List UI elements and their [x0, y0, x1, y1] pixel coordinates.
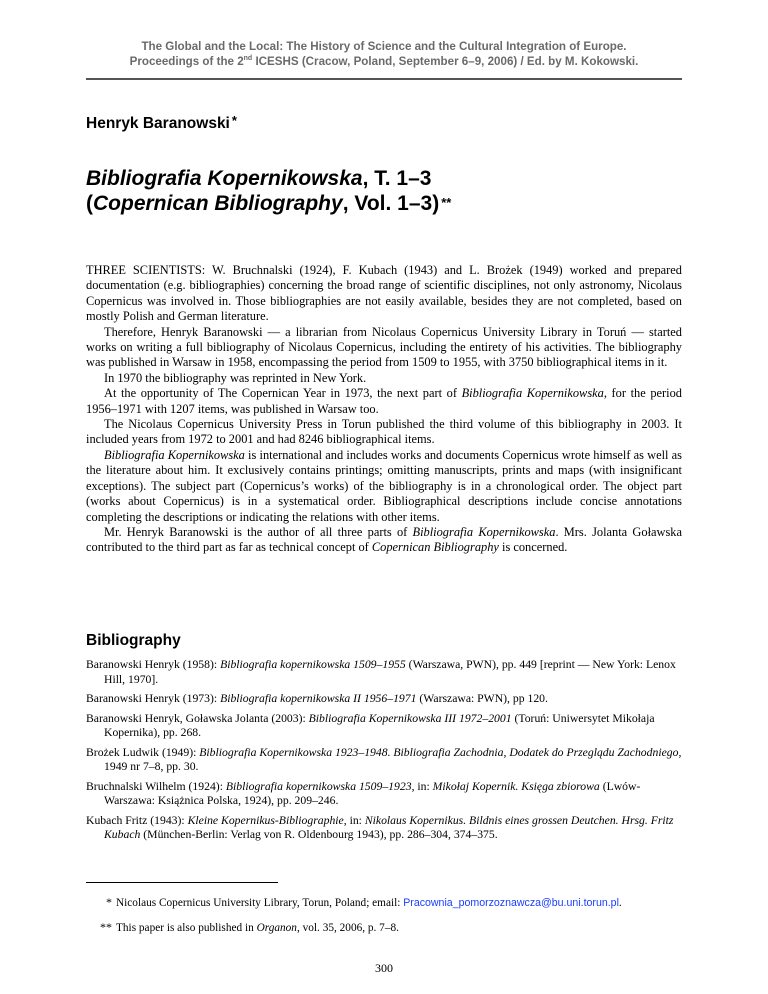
paragraph-7 [86, 525, 682, 556]
entry-details: (Warszawa, PWN), pp. 449 [reprint — New York: Lenox Hill, 1970]. [104, 658, 676, 686]
title-rest-2: , Vol. 1–3) [342, 192, 440, 215]
running-header [80, 39, 688, 69]
entry-details: (Warszawa: PWN), pp 120. [416, 692, 548, 705]
title-italic-2: Copernican Bibliography [93, 192, 343, 215]
p7-text-a: Mr. Henryk Baranowski is the author of all three parts of [104, 524, 413, 539]
entry-author: Brożek Ludwik (1949): [86, 745, 200, 759]
author-footnote-mark: * [231, 113, 237, 128]
author-name-text: Henryk Baranowski [86, 115, 230, 132]
entry-author: Baranowski Henryk (1973): [86, 692, 221, 705]
footnote-1-end: . [618, 897, 622, 909]
title-open-paren: ( [86, 192, 93, 215]
header-line-1: The Global and the Local: The History of Science and the Cultural Integration of Europe. [141, 40, 627, 53]
paper-title [86, 167, 686, 216]
entry-details: (Toruń: Uniwersytet Mikołaja Kopernika), pp. 268. [104, 711, 655, 739]
email-link[interactable]: Pracownia_pomorzoznawcza@bu.uni.torun.pl [403, 897, 619, 909]
footnote-2-italic: Organon [256, 922, 297, 934]
footnote-2 [86, 920, 682, 935]
footnote-rule [86, 882, 278, 883]
p7-text-c: is concerned. [498, 540, 568, 555]
footnote-1 [86, 895, 682, 910]
title-footnote-mark: ** [441, 195, 452, 210]
paragraph-4 [86, 386, 682, 417]
title-line-1 [86, 167, 686, 191]
title-rest-1: , T. 1–3 [362, 167, 432, 190]
header-superscript: nd [243, 55, 253, 63]
entry-container-title: Mikołaj Kopernik. Księga zbiorowa [432, 779, 600, 793]
entry-title: Bibliografia kopernikowska 1509–1955 [220, 658, 406, 671]
bibliography-entry [86, 746, 682, 775]
p7-italic-1: Bibliografia Kopernikowska [412, 524, 556, 539]
entry-author: Kubach Fritz (1943): [86, 813, 188, 827]
body-text [86, 263, 682, 556]
entry-details: , in: [411, 779, 433, 793]
p4-text-a: At the opportunity of The Copernican Year in 1973, the next part of [104, 386, 462, 401]
entry-author: Bruchnalski Wilhelm (1924): [86, 779, 226, 793]
entry-details: , in: [343, 813, 365, 827]
header-line-2 [80, 54, 688, 69]
p6-italic: Bibliografia Kopernikowska [104, 447, 245, 462]
header-line-2-pre: Proceedings of the 2 [129, 55, 244, 68]
footnote-2-text-b: , vol. 35, 2006, p. 7–8. [296, 922, 399, 934]
bibliography-entry [86, 692, 682, 707]
entry-container-title: Nikolaus Kopernikus. Bildnis eines grossen Deutchen. Hrsg. Fritz Kubach [104, 813, 674, 841]
entry-publication: (München-Berlin: Verlag von R. Oldenbourg 1943), pp. 286–304, 374–375. [140, 828, 498, 841]
paragraph-3: In 1970 the bibliography was reprinted in New York. [104, 370, 367, 385]
bibliography-entry [86, 780, 682, 809]
bibliography-entry [86, 658, 682, 687]
footnote-2-mark: ** [100, 920, 112, 934]
footnote-1-mark: * [106, 895, 112, 909]
page-number: 300 [375, 961, 393, 975]
p7-italic-2: Copernican Bibliography [371, 540, 499, 555]
paragraph-2: Therefore, Henryk Baranowski — a librarian from Nicolaus Copernicus University Library in Toruń — started works on writing a full bibliography of Nicolaus Copernicus, including the entirety of his activities. The bibliography was published in Warsaw in 1958, encompassing the period from 1509 to 1955, with 3750 bibliographical items in it. [86, 324, 682, 370]
entry-author: Baranowski Henryk, Goławska Jolanta (2003): [86, 711, 309, 725]
entry-details: 1949 nr 7–8, pp. 30. [104, 760, 199, 773]
p4-text-b: , for the period 1956–1971 with 1207 items, was published in Warsaw too. [86, 386, 682, 416]
p6-text: is international and includes works and documents Copernicus wrote himself as well as the literature about him. It exclusively contains printings; omitting manuscripts, prints and maps (with insignificant exceptions). The subject part (Copernicus’s works) of the bibliography is in a chronological order. The object part (works about Copernicus) is in a systematical order. Bibliographical descriptions include concise annotations completing the descriptions or indicating the relations with other items. [86, 447, 682, 524]
title-italic-1: Bibliografia Kopernikowska [86, 167, 363, 190]
entry-title: Bibliografia Kopernikowska 1923–1948. Bibliografia Zachodnia, Dodatek do Przeglądu Zachodniego, [199, 745, 682, 759]
bibliography-entry [86, 814, 682, 843]
footnote-1-text: Nicolaus Copernicus University Library, Torun, Poland; email: [116, 897, 404, 909]
header-line-2-post: ICESHS (Cracow, Poland, September 6–9, 2006) / Ed. by M. Kokowski. [252, 55, 639, 68]
p7-text-b: . Mrs. Jolanta Goławska contributed to the third part as far as technical concept of [86, 524, 682, 555]
entry-title: Bibliografia Kopernikowska III 1972–2001 [308, 711, 512, 725]
bibliography-heading: Bibliography [86, 632, 181, 649]
author-name [86, 113, 237, 133]
p4-italic: Bibliografia Kopernikowska [461, 386, 604, 401]
paragraph-5: The Nicolaus Copernicus University Press in Torun published the third volume of this bibliography in 2003. It included years from 1972 to 2001 and had 8246 bibliographical items. [86, 417, 682, 447]
bibliography-list [86, 658, 682, 848]
entry-title: Bibliografia kopernikowska 1509–1923 [225, 779, 412, 793]
header-rule [86, 78, 682, 80]
bibliography-entry [86, 712, 682, 741]
entry-title: Kleine Kopernikus-Bibliographie [187, 813, 344, 827]
paragraph-6 [86, 448, 682, 525]
entry-author: Baranowski Henryk (1958): [86, 658, 221, 671]
paragraph-1: THREE SCIENTISTS: W. Bruchnalski (1924), F. Kubach (1943) and L. Brożek (1949) worked and prepared documentation (e.g. bibliographies) concerning the broad range of scientific disciplines, not only astronomy, Nicolaus Copernicus was involved in. Those bibliographies are not easily available, besides they are not completed, based on mostly Polish and German literature. [86, 263, 682, 324]
footnote-2-text-a: This paper is also published in [116, 922, 257, 934]
entry-publication: (Lwów-Warszawa: Książnica Polska, 1924), pp. 209–246. [104, 779, 641, 807]
entry-title: Bibliografia kopernikowska II 1956–1971 [220, 692, 417, 705]
title-line-2 [86, 191, 686, 216]
